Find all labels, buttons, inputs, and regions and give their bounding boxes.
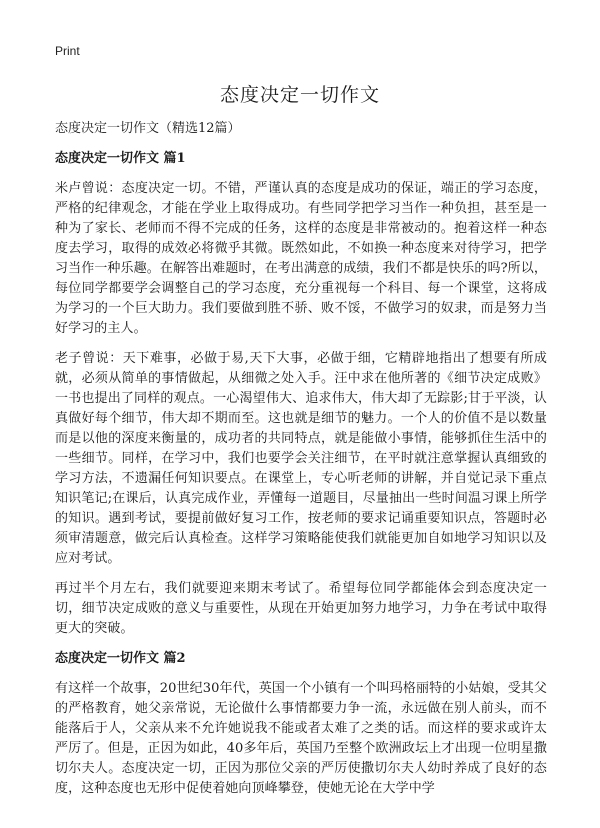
paragraph: 有这样一个故事，20世纪30年代，英国一个小镇有一个叫玛格丽特的小姑娘，受其父的严格教育，她父亲常说，无论做什么事情都要力争一流，永远做在别人前头，而不能落后于人，父亲从来不允许她说我不能或者太难了之类的话。而这样的要求或许太严厉了。但是，正因为如此，40多年后，英国乃至整个欧洲政坛上才出现一位明星撒切尔夫人。态度决定一切，正因为那位父亲的严厉使撒切尔夫人幼时养成了良好的态度，这种态度也无形中促使着她向顶峰攀登，使她无论在大学中学 — [55, 681, 547, 796]
print-link[interactable]: Print — [55, 44, 80, 58]
paragraph: 米卢曾说：态度决定一切。不错，严谨认真的态度是成功的保证，端正的学习态度，严格的纪律观念，才能在学业上取得成功。有些同学把学习当作一种负担，甚至是一种为了家长、老师而不得不完成的任务，这样的态度是非常被动的。抱着这样一种态度去学习，取得的成效必将微乎其微。既然如此，不如换一种态度来对待学习，把学习当作一种乐趣。在解答出难题时，在考出满意的成绩，我们不都是快乐的吗?所以，每位同学都要学会调整自己的学习态度，充分重视每一个科目、每一个课堂，这将成为学习的一个巨大助力。我们要做到胜不骄、败不馁，不做学习的奴隶，而是努力当好学习的主人。 — [55, 181, 547, 336]
article-subtitle: 态度决定一切作文（精选12篇） — [55, 121, 241, 136]
paragraph: 老子曾说：天下难事，必做于易,天下大事，必做于细，它精辟地指出了想要有所成就，必须从简单的事情做起，从细微之处入手。汪中求在他所著的《细节决定成败》一书也提出了同样的观点。一心渴望伟大、追求伟大，伟大却了无踪影;甘于平淡，认真做好每个细节，伟大却不期而至。这也就是细节的魅力。一个人的价值不是以数量而是以他的深度来衡量的，成功者的共同特点，就是能做小事情，能够抓住生活中的一些细节。同样，在学习中，我们也要学会关注细节，在平时就注意掌握认真细致的学习方法，不遗漏任何知识要点。在课堂上，专心听老师的讲解，并自觉记录下重点知识笔记;在课后，认真完成作业，弄懂每一道题目，尽量抽出一些时间温习课上所学的知识。遇到考试，要提前做好复习工作，按老师的要求记诵重要知识点，答题时必须审清题意，做完后认真检查。这样学习策略能使我们就能更加自如地学习知识以及应对考试。 — [55, 351, 547, 566]
article-body — [55, 119, 547, 809]
page-title: 态度决定一切作文 — [219, 84, 380, 106]
paragraph: 再过半个月左右，我们就要迎来期末考试了。希望每位同学都能体会到态度决定一切，细节决定成败的意义与重要性，从现在开始更加努力地学习，力争在考试中取得更大的突破。 — [55, 581, 547, 636]
section-heading: 态度决定一切作文 篇1 — [55, 151, 186, 166]
section-heading: 态度决定一切作文 篇2 — [55, 651, 186, 666]
section-1 — [55, 149, 547, 639]
section-2 — [55, 649, 547, 799]
